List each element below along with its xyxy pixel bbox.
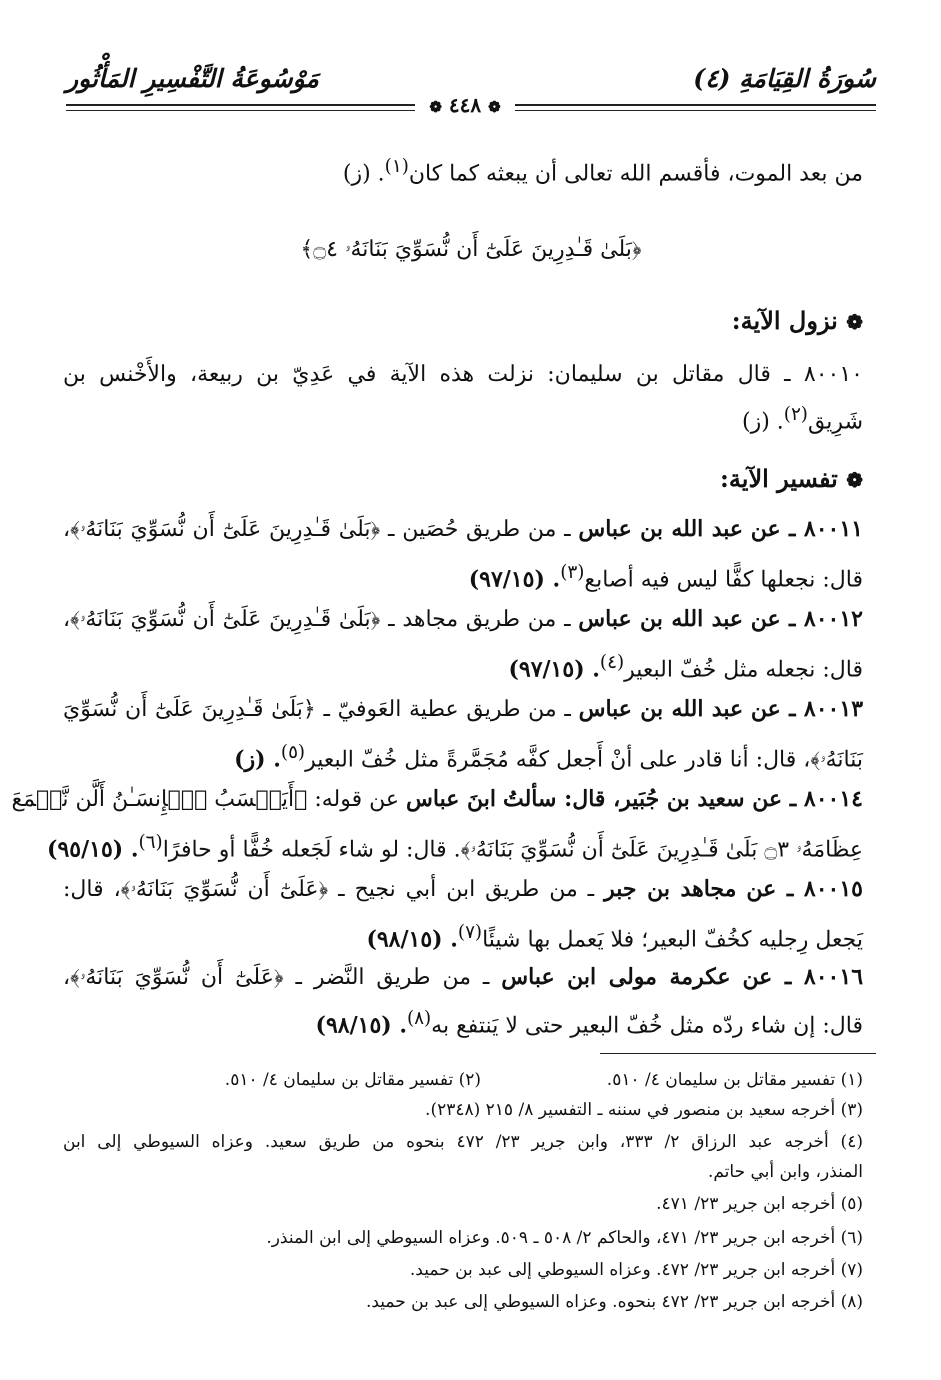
flower-ornament-icon: ❁ [846,310,863,334]
book-title: مَوْسُوعَةُ التَّفْسِيرِ المَأْثُور [66,64,319,93]
narration-80010-line2: شَرِيق$^{(٢)}$. (ز) [742,404,863,435]
narration-80012-line2: قال: نجعله مثل خُفّ البعير$^{(٤)}$. (٩٧/١٥) [508,652,863,683]
page-number-text: ٤٤٨ [448,93,482,117]
page-number [415,92,515,118]
footnote-2: (٢) تفسير مقاتل بن سليمان ٤/ ٥١٠. [224,1070,481,1090]
narration-80014-line1: ٨٠٠١٤ ـ عن سعيد بن جُبَير، قال: سألتُ ابنَ عباس عن قوله: ﴿أَيَحۡسَبُ ٱلۡإِنسَـٰنُ أَلَّن نَّجۡمَعَ [11,786,863,812]
footnote-4: (٤) أخرجه عبد الرزاق ٢/ ٣٣٣، وابن جرير ٢٣/ ٤٧٢ بنحوه من طريق سعيد. وعزاه السيوطي إلى ابن [63,1132,863,1152]
heading-text: نزول الآية: [731,306,838,335]
footnote-8: (٨) أخرجه ابن جرير ٢٣/ ٤٧٢ بنحوه. وعزاه السيوطي إلى عبد بن حميد. [365,1292,863,1312]
narration-80015-line2: يَجعل رِجليه كخُفّ البعير؛ فلا يَعمل بها شيئًا$^{(٧)}$. (٩٨/١٥) [366,922,863,953]
heading-text: تفسير الآية: [720,464,838,493]
footnote-ref: (٧) [457,922,483,943]
ornament-icon: ❁ [488,98,501,116]
footnote-ref: (٦) [138,832,163,853]
footnote-ref: (٢) [783,404,808,425]
footnote-3: (٣) أخرجه سعيد بن منصور في سننه ـ التفسير ٨/ ٢١٥ (٢٣٤٨). [425,1100,863,1120]
section-heading-nuzul [732,306,863,337]
narration-80015-line1: ٨٠٠١٥ ـ عن مجاهد بن جبر ـ من طريق ابن أبي نجيح ـ ﴿عَلَىٰٓ أَن نُّسَوِّيَ بَنَانَهُۥ﴾، قال: [63,876,863,902]
footnote-6: (٦) أخرجه ابن جرير ٢٣/ ٤٧١، والحاكم ٢/ ٥٠٨ ـ ٥٠٩. وعزاه السيوطي إلى ابن المنذر. [266,1228,863,1248]
narration-80011-line2: قال: نجعلها كفًّا ليس فيه أصابع$^{(٣)}$. (٩٧/١٥) [468,562,863,593]
narrator-name: مجاهد بن جبر [604,876,737,902]
footnote-ref: (٤) [599,652,625,673]
footnote-4-cont: المنذر، وابن أبي حاتم. [707,1162,863,1182]
quran-verse: ﴿بَلَىٰ قَـٰدِرِينَ عَلَىٰٓ أَن نُّسَوِّيَ بَنَانَهُۥ ۝٤﴾ [300,237,642,262]
surah-title: سُورَةُ القِيَامَةِ (٤) [693,64,876,93]
footnote-ref: (٥) [280,742,306,763]
narration-80013-line1: ٨٠٠١٣ ـ عن عبد الله بن عباس ـ من طريق عطية العَوفيّ ـ ﴿بَلَىٰ قَـٰدِرِينَ عَلَىٰٓ أَن نُّسَوِّيَ [63,696,864,722]
narrator-name: عكرمة مولى ابن عباس [501,964,731,990]
narrator-name: عبد الله بن عباس [578,696,744,722]
narrator-name: عبد الله بن عباس [578,606,743,632]
footnote-ref: (٨) [407,1008,432,1029]
narration-80014-line2: عِظَامَهُۥ ۝٣ بَلَىٰ قَـٰدِرِينَ عَلَىٰٓ أَن نُّسَوِّيَ بَنَانَهُۥ﴾. قال: لو شاء لَجَعله خُفًّا أو حافرًا$^{(٦)}$. (٩٥/١٥) [47,832,863,863]
narration-80013-line2: بَنَانَهُۥ﴾، قال: أنا قادر على أنْ أَجعل كفَّه مُجَمَّرةً مثل خُفّ البعير$^{(٥)}$. (ز) [234,742,863,773]
footnote-ref: (٣) [560,562,585,583]
narration-80016-line2: قال: إن شاء ردّه مثل خُفّ البعير حتى لا يَنتفع به$^{(٨)}$. (٩٨/١٥) [315,1008,863,1039]
intro-paragraph: من بعد الموت، فأقسم الله تعالى أن يبعثه كما كان$^{(١)}$. (ز) [342,156,863,187]
narrator-name: ابنَ عباس [406,786,496,812]
footnote-separator [600,1053,876,1054]
narration-80011-line1: ٨٠٠١١ ـ عن عبد الله بن عباس ـ من طريق حُصَين ـ ﴿بَلَىٰ قَـٰدِرِينَ عَلَىٰٓ أَن نُّسَوِّيَ بَنَانَهُۥ﴾، [63,516,863,542]
narration-80010-line1: ٨٠٠١٠ ـ قال مقاتل بن سليمان: نزلت هذه الآية في عَدِيّ بن ربيعة، والأَخْنس بن [63,362,863,387]
footnote-1: (١) تفسير مقاتل بن سليمان ٤/ ٥١٠. [606,1070,863,1090]
section-heading-tafsir [720,464,863,495]
narration-80012-line1: ٨٠٠١٢ ـ عن عبد الله بن عباس ـ من طريق مجاهد ـ ﴿بَلَىٰ قَـٰدِرِينَ عَلَىٰٓ أَن نُّسَوِّيَ بَنَانَهُۥ﴾، [63,606,863,632]
footnote-7: (٧) أخرجه ابن جرير ٢٣/ ٤٧٢. وعزاه السيوطي إلى عبد بن حميد. [409,1260,863,1280]
narrator-name: عبد الله بن عباس [578,516,744,542]
flower-ornament-icon: ❁ [846,468,863,492]
footnote-ref: (١) [384,156,409,177]
narration-80016-line1: ٨٠٠١٦ ـ عن عكرمة مولى ابن عباس ـ من طريق النَّضر ـ ﴿عَلَىٰٓ أَن نُّسَوِّيَ بَنَانَهُۥ﴾، [63,964,864,990]
footnote-5: (٥) أخرجه ابن جرير ٢٣/ ٤٧١. [656,1194,863,1214]
ornament-icon: ❁ [429,98,442,116]
